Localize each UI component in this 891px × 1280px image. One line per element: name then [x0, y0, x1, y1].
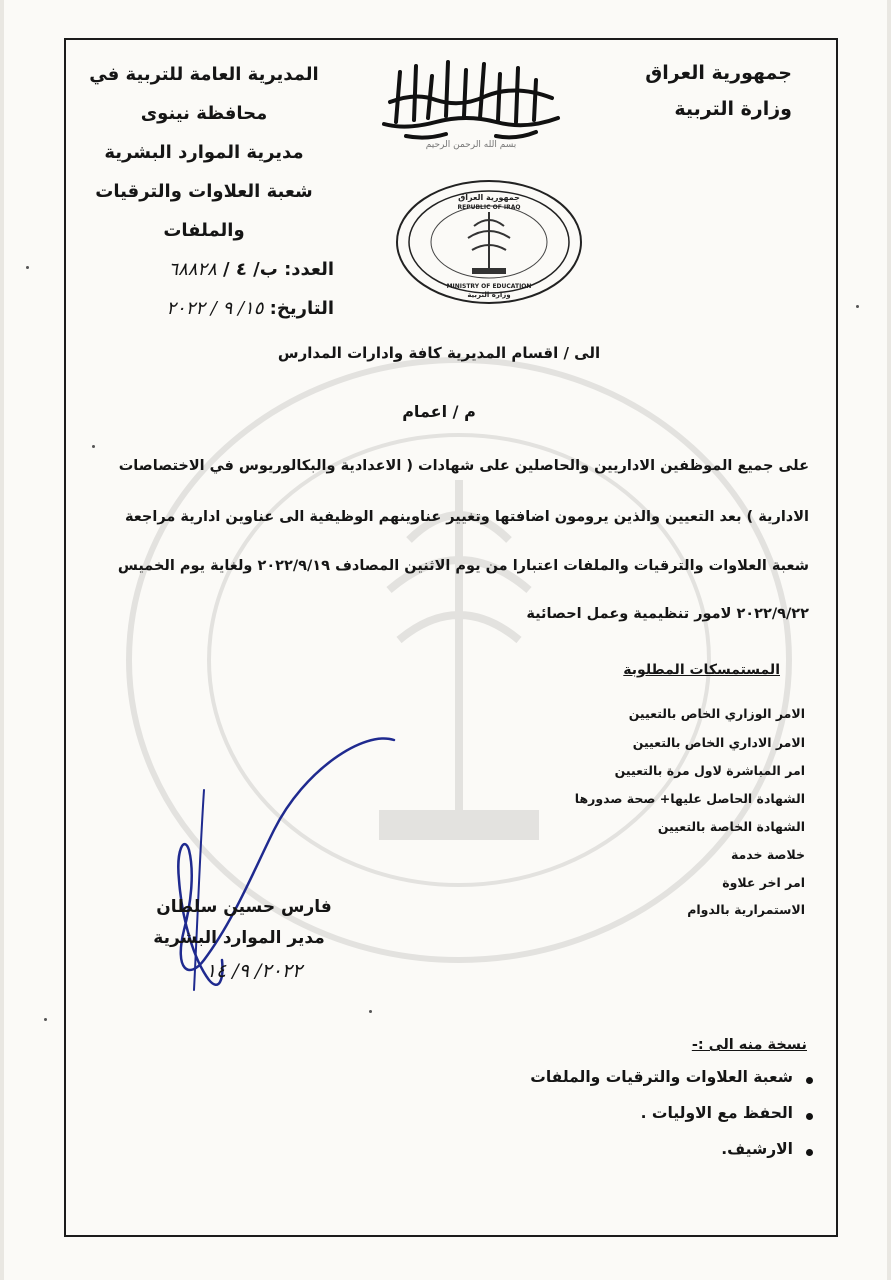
requirement-item: الامر الوزاري الخاص بالتعيين [628, 706, 805, 721]
document-date-label: التاريخ: [269, 298, 334, 319]
signatory-title: مدير الموارد البشرية [153, 928, 325, 948]
ministry-seal-icon [394, 178, 584, 306]
scan-speck [369, 1010, 372, 1013]
requirement-item: الشهادة الحاصل عليها+ صحة صدورها [574, 791, 805, 806]
scan-speck [92, 445, 95, 448]
copies-title: نسخة منه الى :- [691, 1037, 807, 1053]
requirement-item: امر المباشرة لاول مرة بالتعيين [614, 763, 805, 778]
requirement-item: الشهادة الخاصة بالتعيين [657, 819, 805, 834]
scan-speck [856, 305, 859, 308]
copies-list [419, 1068, 819, 1176]
scan-speck [26, 266, 29, 269]
body-line-4: ٢٠٢٢/٩/٢٢ لامور تنظيمية وعمل احصائية [526, 606, 809, 622]
basmala-calligraphy-icon [376, 52, 566, 142]
requirement-item: امر اخر علاوة [722, 875, 805, 890]
header-left [74, 55, 334, 328]
directorate-line-2: محافظة نينوى [140, 103, 268, 124]
seal-bottom-text-ar: وزارة التربية [467, 291, 511, 299]
requirement-item: الامر الاداري الخاص بالتعيين [632, 735, 805, 750]
requirements-title: المستمسكات المطلوبة [623, 662, 780, 678]
document-page [4, 0, 887, 1280]
document-date-value: ١٥/ ٩ / ٢٠٢٢ [166, 298, 264, 319]
body-line-3: شعبة العلاوات والترقيات والملفات اعتبارا من يوم الاثنين المصادف ٢٠٢٢/٩/١٩ ولغاية يوم الخميس [117, 558, 809, 574]
seal-top-text-ar: جمهورية العراق [458, 193, 520, 202]
copy-recipient: الحفظ مع الاوليات . [419, 1104, 819, 1140]
header-right [552, 55, 792, 127]
requirement-item: خلاصة خدمة [730, 847, 805, 862]
directorate-line-3: مديرية الموارد البشرية [104, 142, 304, 163]
copy-recipient: الارشيف. [419, 1140, 819, 1176]
requirement-item: الاستمرارية بالدوام [687, 902, 805, 917]
seal-bottom-text-en: MINISTRY OF EDUCATION [446, 283, 532, 290]
directorate-line-5: والملفات [163, 220, 245, 241]
body-line-1: على جميع الموظفين الاداريين والحاصلين على شهادات ( الاعدادية والبكالوريوس في الاختصاصات [118, 458, 809, 474]
basmala-text: بسم الله الرحمن الرحيم [425, 140, 517, 150]
recipient-line: الى / اقسام المديرية كافة وادارات المدارس [277, 344, 601, 362]
copy-recipient: شعبة العلاوات والترقيات والملفات [419, 1068, 819, 1104]
reference-number-value: ٦٨٨٢٨ [168, 259, 217, 280]
reference-number [74, 250, 334, 289]
signatory-name: فارس حسين سلطان [156, 897, 332, 917]
ministry-name: وزارة التربية [674, 98, 792, 120]
subject-line: م / اعمام [402, 402, 476, 421]
signature-date: ٢٠٢٢/ ٩/ ١٤ [205, 960, 303, 982]
scan-speck [44, 1018, 47, 1021]
seal-top-text-en: REPUBLIC OF IRAQ [457, 204, 521, 211]
directorate-line-4: شعبة العلاوات والترقيات [95, 181, 313, 202]
country-name: جمهورية العراق [645, 62, 792, 84]
document-date [74, 289, 334, 328]
reference-number-label: العدد: ب/ ٤ / [223, 259, 334, 280]
body-line-2: الادارية ) بعد التعيين والذين يرومون اضافتها وتغيير عناوينهم الوظيفية الى عناوين ادارية مراجعة [124, 509, 809, 525]
directorate-line-1: المديرية العامة للتربية في [89, 64, 319, 85]
